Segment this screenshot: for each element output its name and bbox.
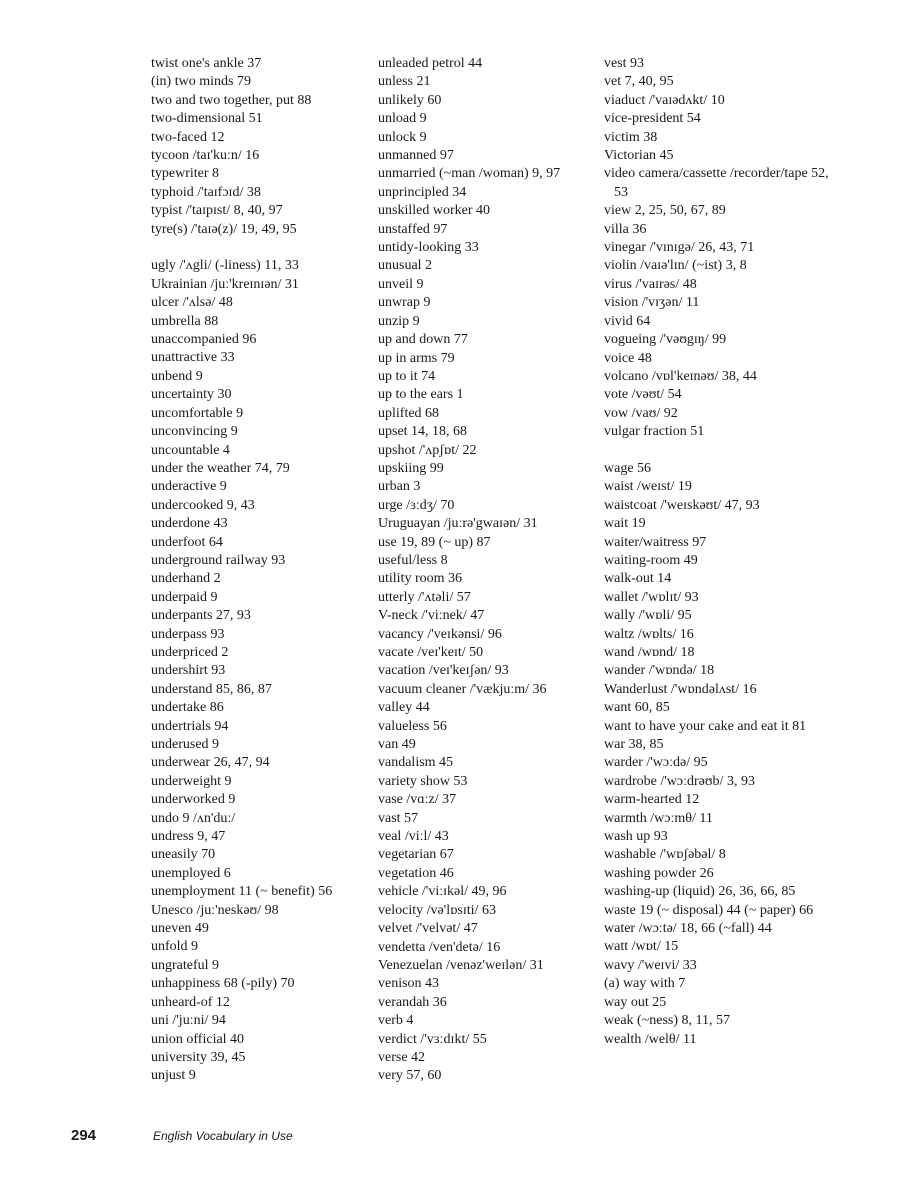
index-entry: utility room 36 <box>378 571 462 587</box>
index-entry: wander /'wɒndə/ 18 <box>604 663 715 679</box>
index-entry: unusual 2 <box>378 258 433 274</box>
index-entry: vinegar /'vɪnɪgə/ 26, 43, 71 <box>604 240 755 256</box>
index-entry: vacuum cleaner /'vækjuːm/ 36 <box>378 681 547 697</box>
index-entry: uncertainty 30 <box>151 387 232 403</box>
index-entry: water /wɔːtə/ 18, 66 (~fall) 44 <box>604 921 772 937</box>
index-entry: unattractive 33 <box>151 350 235 366</box>
index-entry: unheard-of 12 <box>151 994 230 1010</box>
index-entry: vow /vaʊ/ 92 <box>604 405 678 421</box>
index-entry: vacate /veɪ'keɪt/ 50 <box>378 645 484 660</box>
index-entry: urban 3 <box>378 479 421 495</box>
index-entry: underdone 43 <box>151 516 228 532</box>
index-entry: waltz /wɒlts/ 16 <box>604 626 694 642</box>
index-entry: vivid 64 <box>604 313 651 329</box>
index-entry: upskiing 99 <box>378 460 444 476</box>
index-entry: university 39, 45 <box>151 1049 246 1065</box>
index-entry: ugly /'ʌgli/ (-liness) 11, 33 <box>151 258 299 274</box>
index-entry: uneasily 70 <box>151 847 216 863</box>
index-entry: voice 48 <box>604 350 652 366</box>
index-entry: valley 44 <box>378 700 430 716</box>
index-entry: washing powder 26 <box>604 865 714 881</box>
index-entry: unhappiness 68 (-pily) 70 <box>151 976 295 992</box>
index-entry: union official 40 <box>151 1031 245 1047</box>
index-entry: vest 93 <box>604 56 645 71</box>
index-entry: useful/less 8 <box>378 552 448 568</box>
index-entry: up to the ears 1 <box>378 387 464 403</box>
index-entry: underworked 9 <box>151 792 236 808</box>
index-entry: typewriter 8 <box>151 166 220 182</box>
book-title: English Vocabulary in Use <box>153 1129 293 1143</box>
index-entry: underactive 9 <box>151 479 227 495</box>
index-entry: warm-hearted 12 <box>604 792 700 808</box>
index-entry: unfold 9 <box>151 939 199 955</box>
index-entry: very 57, 60 <box>378 1068 442 1084</box>
index-entry: (in) two minds 79 <box>151 74 251 90</box>
index-entry: unmarried (~man /woman) 9, 97 <box>378 166 561 182</box>
index-entry: vandalism 45 <box>378 755 454 771</box>
index-entry: walk-out 14 <box>604 571 672 587</box>
index-entry: unveil 9 <box>378 276 424 292</box>
index-entry: undercooked 9, 43 <box>151 497 255 513</box>
index-entry: volcano /vɒl'keɪnəʊ/ 38, 44 <box>604 368 757 384</box>
index-entry: valueless 56 <box>378 718 447 734</box>
index-entry: wash up 93 <box>604 829 668 845</box>
index-entry: up in arms 79 <box>378 350 455 366</box>
index-entry: tycoon /taɪ'kuːn/ 16 <box>151 148 260 164</box>
index-entry: washable /'wɒʃəbəl/ 8 <box>604 847 726 863</box>
index-entry: tyre(s) /'taɪə(z)/ 19, 49, 95 <box>151 221 297 237</box>
index-entry: undershirt 93 <box>151 663 226 679</box>
index-entry: vacation /veɪ'keɪʃən/ 93 <box>378 663 509 679</box>
index-entry: veal /viːl/ 43 <box>378 829 449 845</box>
index-entry: uncomfortable 9 <box>151 405 244 421</box>
index-entry: uplifted 68 <box>378 405 440 421</box>
page-number: 294 <box>71 1127 97 1144</box>
index-entry: warmth /wɔːmθ/ 11 <box>604 810 713 826</box>
index-entry: unload 9 <box>378 111 427 127</box>
index-entry: two-faced 12 <box>151 129 225 145</box>
index-entry: virus /'vaɪrəs/ 48 <box>604 276 697 292</box>
index-entry: vice-president 54 <box>604 111 701 127</box>
index-entry: umbrella 88 <box>151 313 219 329</box>
index-entry: typist /'taɪpɪst/ 8, 40, 97 <box>151 203 283 219</box>
section-gap <box>151 239 366 257</box>
index-entry: underground railway 93 <box>151 552 286 568</box>
index-entry: use 19, 89 (~ up) 87 <box>378 534 491 550</box>
index-entry: vulgar fraction 51 <box>604 424 705 440</box>
index-entry: two and two together, put 88 <box>151 92 312 108</box>
index-entry: urge /ɜːdʒ/ 70 <box>378 497 455 513</box>
index-entry: vote /vəʊt/ 54 <box>604 387 682 403</box>
index-entry: wavy /'weɪvi/ 33 <box>604 957 697 973</box>
index-entry: underwear 26, 47, 94 <box>151 755 270 771</box>
index-entry: warder /'wɔːdə/ 95 <box>604 755 708 771</box>
index-entry: waistcoat /'weɪskəʊt/ 47, 93 <box>604 497 760 513</box>
index-entry: undertake 86 <box>151 700 224 716</box>
index-entry: underpants 27, 93 <box>151 608 251 624</box>
index-entry: underpriced 2 <box>151 644 229 660</box>
index-entry: up and down 77 <box>378 332 468 348</box>
index-entry: unemployment 11 (~ benefit) 56 <box>151 884 333 900</box>
index-entry: Victorian 45 <box>604 148 674 164</box>
index-entry: washing-up (liquid) 26, 36, 66, 85 <box>604 884 796 900</box>
index-entry: wage 56 <box>604 460 652 476</box>
index-entry: watt /wɒt/ 15 <box>604 939 679 955</box>
index-entry: unmanned 97 <box>378 148 454 164</box>
index-entry: undo 9 /ʌn'duː/ <box>151 810 236 826</box>
index-entry: verdict /'vɜːdɪkt/ 55 <box>378 1031 487 1047</box>
index-entry: vet 7, 40, 95 <box>604 74 674 90</box>
index-entry: Uruguayan /juːrə'gwaɪən/ 31 <box>378 516 538 532</box>
index-entry: wallet /'wɒlɪt/ 93 <box>604 589 699 605</box>
index-entry: Venezuelan /venəz'weɪlən/ 31 <box>378 957 544 973</box>
index-entry: waist /weɪst/ 19 <box>604 479 692 495</box>
index-entry: weak (~ness) 8, 11, 57 <box>604 1013 731 1029</box>
index-entry: vehicle /'viːɪkəl/ 49, 96 <box>378 884 507 900</box>
index-entry: vision /'vɪʒən/ 11 <box>604 295 700 311</box>
index-entry: Ukrainian /juː'kreɪnɪən/ 31 <box>151 276 299 292</box>
index-entry: wally /'wɒli/ 95 <box>604 608 692 624</box>
index-entry: underpass 93 <box>151 626 225 642</box>
index-entry: vegetarian 67 <box>378 847 454 863</box>
index-entry: uni /'juːni/ 94 <box>151 1013 226 1029</box>
index-entry: viaduct /'vaɪədʌkt/ 10 <box>604 92 725 108</box>
index-entry: violin /vaɪə'lɪn/ (~ist) 3, 8 <box>604 258 747 274</box>
index-entry: underpaid 9 <box>151 589 218 605</box>
index-entry: vast 57 <box>378 810 419 826</box>
index-entry: understand 85, 86, 87 <box>151 681 272 697</box>
index-entry: undertrials 94 <box>151 718 229 734</box>
index-entry: utterly /'ʌtəli/ 57 <box>378 589 471 605</box>
index-entry: typhoid /'taɪfɔɪd/ 38 <box>151 184 261 200</box>
index-entry: unskilled worker 40 <box>378 203 490 219</box>
index-entry: war 38, 85 <box>604 737 664 753</box>
index-entry: victim 38 <box>604 129 658 145</box>
index-entry: verb 4 <box>378 1013 414 1029</box>
index-entry: undress 9, 47 <box>151 829 226 845</box>
index-entry: villa 36 <box>604 221 647 237</box>
index-entry: wand /wɒnd/ 18 <box>604 644 695 660</box>
index-entry: vacancy /'veɪkənsi/ 96 <box>378 626 502 642</box>
index-entry: vendetta /ven'detə/ 16 <box>378 939 501 955</box>
index-entry: underweight 9 <box>151 773 232 789</box>
index-entry: way out 25 <box>604 994 667 1010</box>
index-entry: unaccompanied 96 <box>151 332 257 348</box>
index-entry: unlikely 60 <box>378 92 442 108</box>
index-entry: unconvincing 9 <box>151 424 238 440</box>
index-entry: V-neck /'viːnek/ 47 <box>378 608 485 624</box>
index-entry: vogueing /'vəʊgɪŋ/ 99 <box>604 332 727 348</box>
index-entry: wardrobe /'wɔːdrəʊb/ 3, 93 <box>604 773 755 789</box>
index-entry: up to it 74 <box>378 368 436 384</box>
index-entry: verse 42 <box>378 1049 426 1065</box>
index-entry: uneven 49 <box>151 921 209 937</box>
index-column-2 <box>378 55 596 1086</box>
index-entry: (a) way with 7 <box>604 976 686 992</box>
index-entry: vase /vɑːz/ 37 <box>378 792 457 808</box>
index-entry: Wanderlust /'wɒndəlʌst/ 16 <box>604 681 757 697</box>
index-entry: under the weather 74, 79 <box>151 460 290 476</box>
index-entry: unprincipled 34 <box>378 184 467 200</box>
index-entry: velocity /və'lɒsɪti/ 63 <box>378 902 496 918</box>
index-entry: unleaded petrol 44 <box>378 56 483 71</box>
index-entry: unzip 9 <box>378 313 420 329</box>
index-entry: two-dimensional 51 <box>151 111 263 127</box>
index-entry: underfoot 64 <box>151 534 223 550</box>
index-entry: uncountable 4 <box>151 442 230 458</box>
index-entry: twist one's ankle 37 <box>151 56 262 71</box>
index-entry: want to have your cake and eat it 81 <box>604 718 807 734</box>
section-gap <box>604 442 832 460</box>
index-entry: unbend 9 <box>151 368 203 384</box>
index-entry: untidy-looking 33 <box>378 240 479 256</box>
index-entry: velvet /'velvət/ 47 <box>378 921 478 937</box>
index-entry: want 60, 85 <box>604 700 670 716</box>
index-entry: unemployed 6 <box>151 865 231 881</box>
index-entry: venison 43 <box>378 976 440 992</box>
index-entry: vegetation 46 <box>378 865 454 881</box>
index-entry: ulcer /'ʌlsə/ 48 <box>151 295 233 311</box>
index-entry: verandah 36 <box>378 994 447 1010</box>
index-entry: upshot /'ʌpʃɒt/ 22 <box>378 442 477 458</box>
index-entry: video camera/cassette /recorder/tape 52, 53 <box>604 166 829 200</box>
index-column-3 <box>604 55 832 1049</box>
index-entry: unstaffed 97 <box>378 221 448 237</box>
index-entry: van 49 <box>378 737 416 753</box>
index-entry: underused 9 <box>151 737 220 753</box>
index-entry: unlock 9 <box>378 129 427 145</box>
index-entry: view 2, 25, 50, 67, 89 <box>604 203 726 219</box>
index-entry: unwrap 9 <box>378 295 431 311</box>
index-entry: variety show 53 <box>378 773 468 789</box>
index-entry: underhand 2 <box>151 571 221 587</box>
index-entry: wait 19 <box>604 516 646 532</box>
index-entry: waiting-room 49 <box>604 552 698 568</box>
index-column-1 <box>151 55 366 1086</box>
index-entry: ungrateful 9 <box>151 957 220 973</box>
index-entry: upset 14, 18, 68 <box>378 424 468 440</box>
index-entry: Unesco /juː'neskəʊ/ 98 <box>151 902 279 918</box>
index-entry: waiter/waitress 97 <box>604 534 707 550</box>
index-entry: waste 19 (~ disposal) 44 (~ paper) 66 <box>604 902 814 918</box>
index-entry: unless 21 <box>378 74 431 90</box>
index-entry: wealth /welθ/ 11 <box>604 1031 697 1047</box>
index-entry: unjust 9 <box>151 1068 196 1084</box>
